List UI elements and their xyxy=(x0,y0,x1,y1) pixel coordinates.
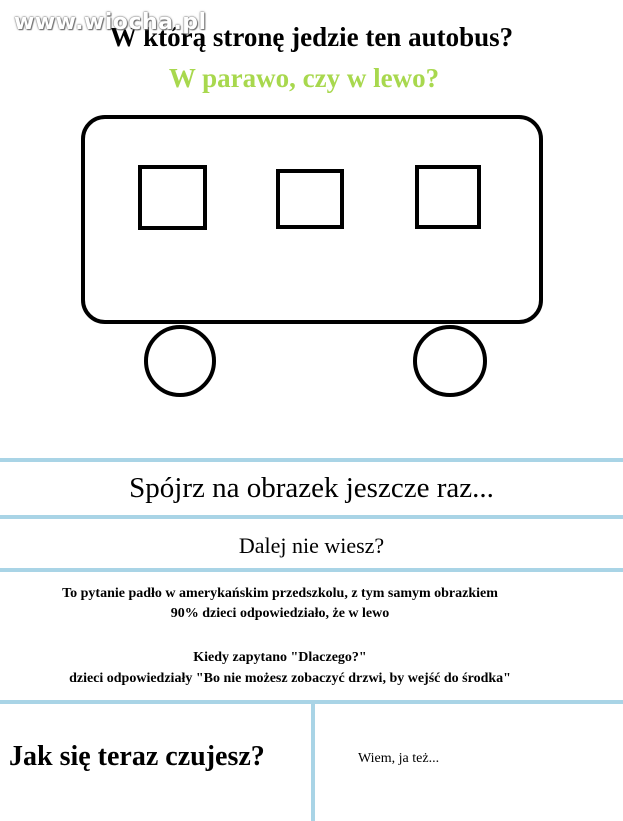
bus-wheel-right xyxy=(415,327,485,395)
divider-top xyxy=(0,458,623,462)
bus-wheel-left xyxy=(146,327,214,395)
how-feel-heading: Jak się teraz czujesz? xyxy=(9,741,265,772)
page-title: W którą stronę jedzie ten autobus? xyxy=(109,22,514,52)
divider-vertical xyxy=(311,700,315,821)
story-line-2: 90% dzieci odpowiedziało, że w lewo xyxy=(170,606,390,621)
story-line-4: dzieci odpowiedziały "Bo nie możesz zobaczyć drzwi, by wejść do środka" xyxy=(69,671,511,686)
watermark: www.wiocha.pl xyxy=(14,10,207,35)
bus-window-middle xyxy=(278,171,342,227)
bus-window-left xyxy=(140,167,205,228)
story-line-3: Kiedy zapytano "Dlaczego?" xyxy=(193,650,367,665)
still-dont-know-text: Dalej nie wiesz? xyxy=(238,533,385,558)
story-line-1: To pytanie padło w amerykańskim przedszkolu, z tym samym obrazkiem xyxy=(62,586,498,601)
bus-body xyxy=(83,117,541,322)
divider-2 xyxy=(0,515,623,519)
subtitle: W parawo, czy w lewo? xyxy=(168,63,440,93)
me-too-text: Wiem, ja też... xyxy=(358,751,440,766)
look-again-heading: Spójrz na obrazek jeszcze raz... xyxy=(129,472,494,504)
bus-window-right xyxy=(417,167,479,227)
divider-3 xyxy=(0,568,623,572)
